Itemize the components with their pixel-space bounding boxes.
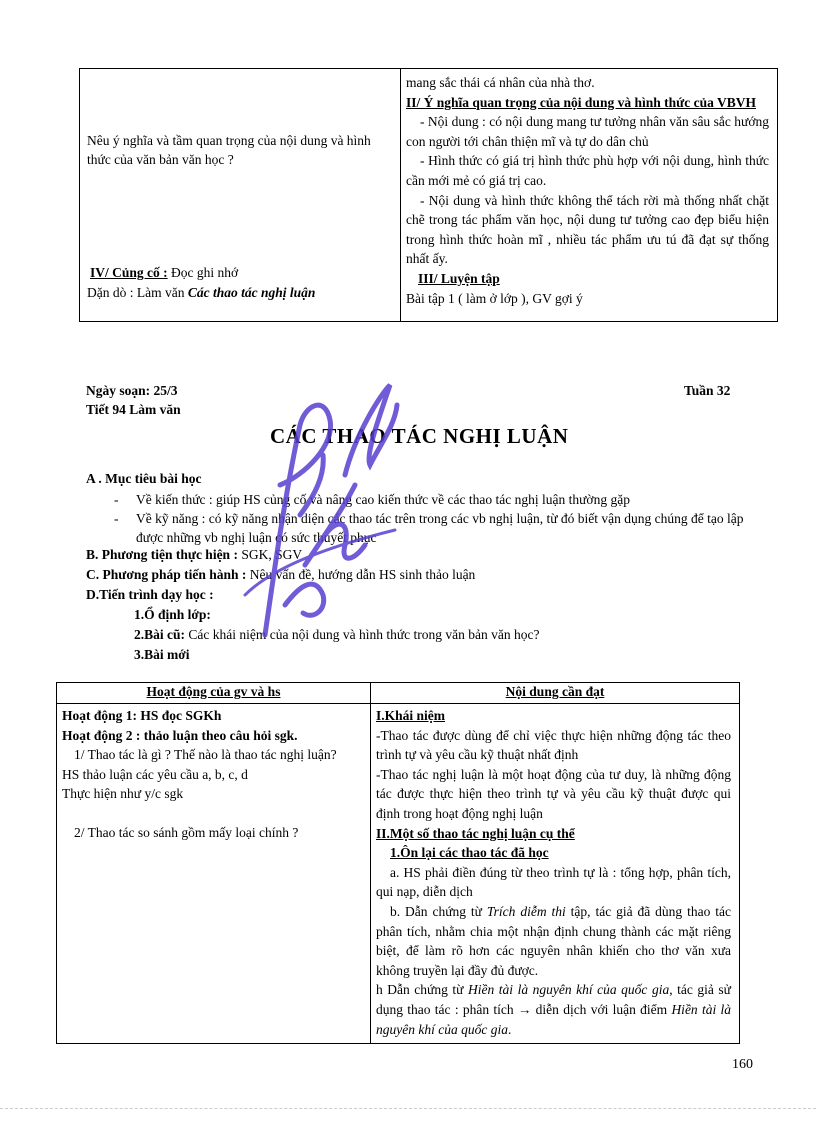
right-p3: - Nội dung và hình thức không thể tách rời mà thống nhất chặt chẽ trong tác phẩm văn học, nội dung tư tưởng cao đẹp biểu hiện trong hình thức hoàn mĩ , nhiều tác phẩm ưu tú đã đạt sự thống nhất ấy. <box>406 192 769 267</box>
khai-niem-p2: -Thao tác nghị luận là một hoạt động của tư duy, là những động tác được thực hiện theo trình tự và yêu cầu kỹ thuật được qui định trong hoạt động nghị luận <box>376 766 731 821</box>
item-b-post: tập, tác giả đã dùng thao tác phân tích, nhằm chia một nhận định chung thành các mặt riêng biệt, để làm rõ hơn các nguyên nhân khiến cho thơ văn xưa không truyền lại đầy đủ được. <box>376 903 731 978</box>
item-h-italic-2: Hiền tài là nguyên khí của quốc gia <box>376 1001 731 1037</box>
ngay-soan: Ngày soạn: 25/3 <box>86 383 178 398</box>
khai-niem-p1: -Thao tác được dùng để chỉ việc thực hiện những động tác theo trình tự và yêu cầu kỹ thuật nhất định <box>376 727 731 763</box>
luyen-tap: III/ Luyện tập <box>418 270 500 286</box>
section-a-title: A . Mục tiêu bài học <box>86 471 202 486</box>
section-d-title: D.Tiến trình dạy học : <box>86 587 214 602</box>
top-table <box>79 68 778 322</box>
tuan: Tuần 32 <box>684 383 731 398</box>
item-h-pre: h Dẫn chứng từ <box>376 982 469 998</box>
col1-header-text: Hoạt động của gv và hs <box>146 684 281 699</box>
section-b-label: B. Phương tiện thực hiện : <box>86 547 238 562</box>
a-item-2-text: Về kỹ năng : có kỹ năng nhận diện các thao tác trên trong các vb nghị luận, từ đó biết vận dụng chúng để tạo lập được những vb nghị luận có sức thuyết phục <box>136 511 744 545</box>
khai-niem-heading: I.Khái niệm <box>376 708 446 723</box>
main-table <box>56 682 740 1044</box>
d2-text: Các khái niệm của nội dung và hình thức trong văn bản văn học? <box>185 627 540 642</box>
tiet: Tiết 94 Làm văn <box>86 402 181 417</box>
hoat-dong-1: Hoạt động 1: HS đọc SGKh <box>62 708 222 723</box>
item-h <box>376 980 731 1039</box>
top-left-cell <box>80 69 401 322</box>
col1-header <box>57 683 371 704</box>
item-h-italic: Hiền tài là nguyên khí của quốc gia <box>468 982 670 998</box>
dan-do-line <box>87 285 315 301</box>
dan-do-label: Dặn dò : Làm văn <box>87 285 188 300</box>
question-1: 1/ Thao tác là gì ? Thế nào là thao tác nghị luận? <box>74 747 337 763</box>
page-number: 160 <box>732 1057 753 1072</box>
item-b <box>376 902 731 980</box>
top-right-cell <box>401 69 778 322</box>
right-heading: II/ Ý nghĩa quan trọng của nội dung và hình thức của VBVH <box>406 94 756 110</box>
question-text: Nêu ý nghĩa và tầm quan trọng của nội dung và hình thức của văn bản văn học ? <box>87 133 371 167</box>
right-line1: mang sắc thái cá nhân của nhà thơ. <box>406 75 595 90</box>
section-c-text: Nêu vấn đề, hướng dẫn HS sinh thảo luận <box>246 567 476 582</box>
mot-so-thao-tac-heading: II.Một số thao tác nghị luận cụ thể <box>376 825 575 841</box>
signature-watermark-icon <box>205 365 405 665</box>
section-c-label: C. Phương pháp tiến hành : <box>86 567 247 582</box>
on-lai-heading: 1.Ôn lại các thao tác đã học <box>390 845 549 861</box>
hoat-dong-2: Hoạt động 2 : thảo luận theo câu hỏi sgk. <box>62 727 298 743</box>
page-title: CÁC THAO TÁC NGHỊ LUẬN <box>270 424 569 448</box>
bullet-dash-icon: - <box>114 492 119 507</box>
col2-header-text: Nội dung cần đạt <box>505 684 605 699</box>
cung-co-label: IV/ Củng cố : <box>90 265 168 280</box>
section-b-text: SGK, SGV <box>237 547 303 562</box>
a-item-1-text: Về kiến thức : giúp HS củng cố và nâng cao kiến thức về các thao tác nghị luận thường gặp <box>136 492 630 507</box>
item-h-mid: , tác giả sử dụng thao tác : phân tích <box>376 982 731 1017</box>
item-h-mid2: diễn dịch với luận điểm <box>531 1001 672 1017</box>
cung-co-text: Đọc ghi nhớ <box>167 265 239 280</box>
right-p2: - Hình thức có giá trị hình thức phù hợp với nội dung, hình thức cần mới mẻ có giá trị cao. <box>406 153 769 188</box>
col2-header <box>371 683 740 704</box>
dan-do-italic: Các thao tác nghị luận <box>187 285 316 300</box>
item-b-pre: b. Dẫn chứng từ <box>390 903 487 919</box>
item-a: a. HS phải điền đúng từ theo trình tự là : tổng hợp, phân tích, qui nạp, diễn dịch <box>376 864 731 900</box>
bai-tap: Bài tập 1 ( làm ở lớp ), GV gợi ý <box>406 290 583 306</box>
left-activity-cell <box>57 704 371 1044</box>
question-2: 2/ Thao tác so sánh gồm mấy loại chính ? <box>74 824 299 840</box>
right-content-cell <box>371 704 740 1044</box>
bullet-dash-icon: - <box>114 511 119 526</box>
cung-co-line <box>90 265 238 281</box>
d3: 3.Bài mới <box>134 647 190 662</box>
page-divider <box>0 1108 816 1109</box>
arrow-right-icon: → <box>517 1001 532 1017</box>
d2-label: 2.Bài cũ: <box>134 627 186 642</box>
item-b-italic: Trích diễm thi <box>486 903 566 919</box>
d1: 1.Ổ định lớp: <box>134 607 211 622</box>
hs-thao-luan: HS thảo luận các yêu cầu a, b, c, d <box>62 766 248 782</box>
right-p1: - Nội dung : có nội dung mang tư tưởng nhân văn sâu sắc hướng con người tới chân thiện mĩ và tự do dân chủ <box>406 114 769 149</box>
item-h-end: . <box>507 1021 512 1037</box>
thuc-hien: Thực hiện như y/c sgk <box>62 786 184 802</box>
